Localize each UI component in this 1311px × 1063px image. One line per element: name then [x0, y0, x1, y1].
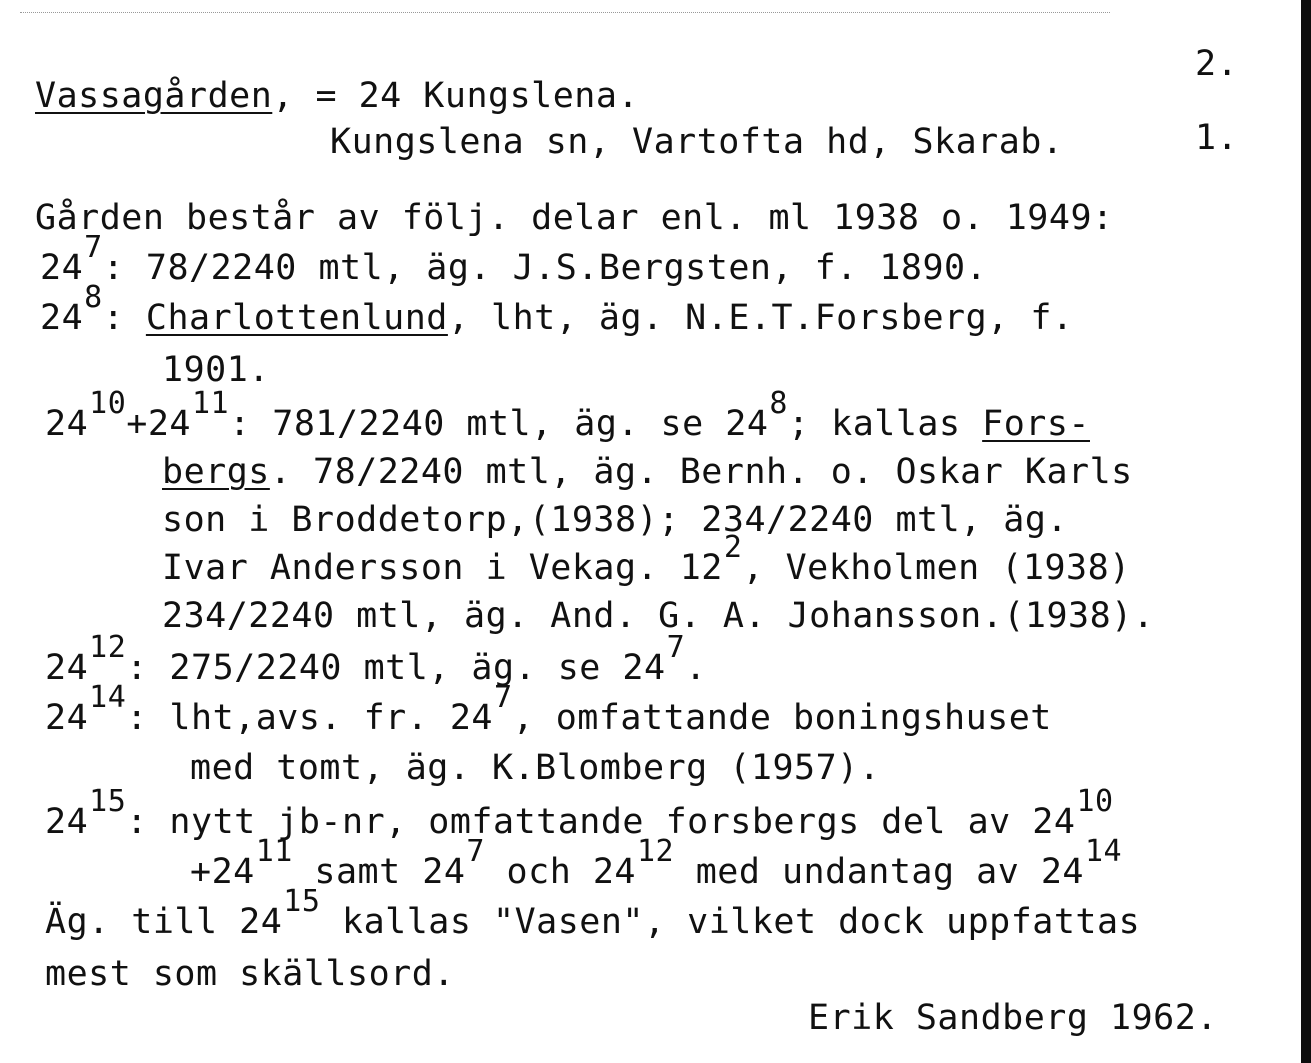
entry-number: +24 [126, 404, 191, 444]
entry-24-10-11 [45, 386, 1090, 446]
entry-text: , lht, äg. N.E.T.Forsberg, f. [447, 298, 1074, 338]
entry-24-8-cont: 1901. [162, 350, 270, 390]
card-right-edge [1301, 0, 1311, 1063]
entry-text: och 24 [484, 852, 636, 892]
entry-superscript: 11 [192, 386, 230, 421]
entry-text: : 275/2240 mtl, äg. se 24 [126, 648, 666, 688]
note-line [45, 884, 1141, 944]
entry-number: 24 [45, 698, 89, 738]
entry-text: Ivar Andersson i Vekag. 12 [162, 548, 723, 588]
entry-24-14-cont: med tomt, äg. K.Blomberg (1957). [190, 748, 881, 788]
entry-superscript: 12 [637, 834, 675, 869]
card-top-edge [20, 12, 1110, 13]
entry-24-10-11-line5: 234/2240 mtl, äg. And. G. A. Johansson.(1938). [162, 596, 1155, 636]
entry-underlined-name: bergs [162, 452, 270, 492]
entry-number: 24 [40, 248, 84, 288]
entry-text: : 781/2240 mtl, äg. se 24 [229, 404, 769, 444]
note-line-2: mest som skällsord. [45, 954, 455, 994]
entry-24-12 [45, 630, 707, 690]
entry-24-15 [45, 784, 1114, 844]
entry-superscript: 8 [84, 280, 103, 315]
entry-number: 24 [45, 648, 89, 688]
entry-superscript: 14 [89, 680, 127, 715]
entry-text: : nytt jb-nr, omfattande forsbergs del av 24 [126, 802, 1076, 842]
entry-superscript: 10 [89, 386, 127, 421]
entry-superscript: 8 [769, 386, 788, 421]
entry-superscript: 2 [723, 530, 743, 565]
entry-24-14 [45, 680, 1052, 740]
entry-24-10-11-line3: son i Broddetorp,(1938); 234/2240 mtl, äg. [162, 500, 1069, 540]
entry-text: . [685, 648, 707, 688]
location-line: Kungslena sn, Vartofta hd, Skarab. [330, 122, 1064, 162]
entry-separator: : [102, 248, 146, 288]
entry-superscript: 10 [1076, 784, 1114, 819]
title-rest: , = 24 Kungslena. [272, 76, 640, 116]
entry-superscript: 7 [84, 230, 103, 265]
entry-text: , omfattande boningshuset [512, 698, 1052, 738]
entry-text: : lht,avs. fr. 24 [126, 698, 494, 738]
note-superscript: 15 [283, 884, 321, 919]
entry-text: samt 24 [292, 852, 466, 892]
entry-24-10-11-line2 [162, 452, 1133, 492]
title-place: Vassagården [35, 76, 273, 116]
intro-line: Gården består av följ. delar enl. ml 1938 o. 1949: [35, 198, 1114, 238]
entry-superscript: 12 [89, 630, 127, 665]
card-title [35, 76, 639, 116]
entry-superscript: 14 [1085, 834, 1123, 869]
entry-text: , Vekholmen (1938) [742, 548, 1131, 588]
entry-superscript: 11 [255, 834, 293, 869]
entry-superscript: 7 [494, 680, 513, 715]
entry-superscript: 7 [666, 630, 686, 665]
entry-underlined-name: Fors- [982, 404, 1090, 444]
entry-text: . 78/2240 mtl, äg. Bernh. o. Oskar Karls [269, 452, 1133, 492]
entry-24-8 [40, 280, 1074, 340]
entry-text: ; kallas [787, 404, 983, 444]
entry-24-7 [40, 230, 988, 290]
entry-text: 78/2240 mtl, äg. J.S.Bergsten, f. 1890. [145, 248, 988, 288]
entry-number: 24 [45, 802, 89, 842]
entry-number: 24 [40, 298, 84, 338]
entry-number: +24 [190, 852, 255, 892]
note-text: Äg. till 24 [45, 902, 283, 942]
entry-superscript: 15 [89, 784, 127, 819]
entry-underlined-name: Charlottenlund [145, 298, 448, 338]
page-number: 2. [1195, 44, 1239, 84]
entry-number: 24 [45, 404, 89, 444]
entry-24-10-11-line4 [162, 530, 1131, 590]
location-index: 1. [1195, 118, 1239, 158]
entry-24-15-cont [190, 834, 1123, 894]
note-text: kallas "Vasen", vilket dock uppfattas [320, 902, 1141, 942]
entry-text: med undantag av 24 [674, 852, 1084, 892]
entry-separator: : [102, 298, 146, 338]
signature: Erik Sandberg 1962. [808, 998, 1218, 1038]
entry-superscript: 7 [466, 834, 485, 869]
